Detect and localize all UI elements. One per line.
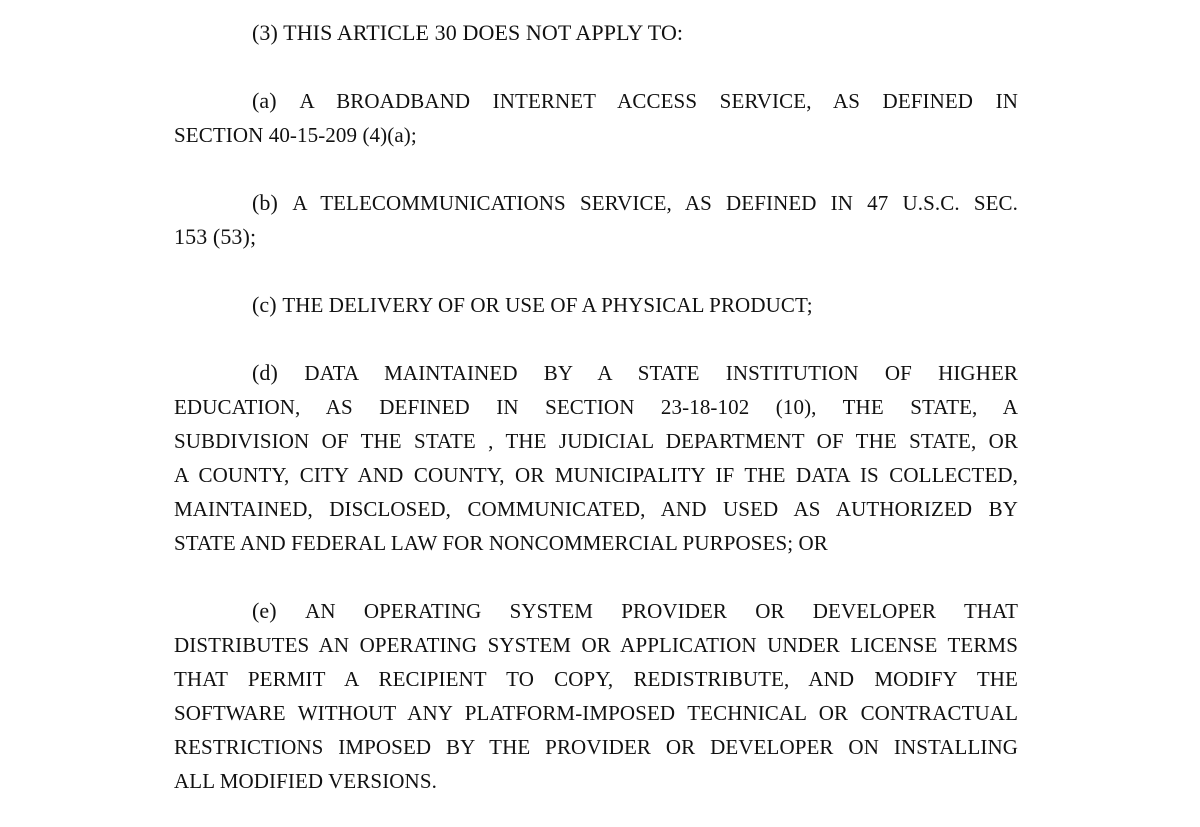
item-d-text-1: DATA MAINTAINED BY A STATE INSTITUTION OF HIGHER (304, 361, 1018, 385)
item-c-line-1 (252, 288, 1018, 322)
section-intro (252, 16, 1018, 50)
item-d-text-4: A COUNTY, CITY AND COUNTY, OR MUNICIPALITY IF THE DATA IS COLLECTED, (174, 463, 1018, 487)
item-e-text-5: RESTRICTIONS IMPOSED BY THE PROVIDER OR DEVELOPER ON INSTALLING (174, 735, 1018, 759)
item-d-line-6 (174, 526, 1018, 560)
item-e-line-2 (174, 628, 1018, 662)
item-d-text-6: STATE AND FEDERAL LAW FOR NONCOMMERCIAL PURPOSES; OR (174, 531, 828, 555)
item-a-line-2 (174, 118, 1018, 152)
item-a-text-1: A BROADBAND INTERNET ACCESS SERVICE, AS DEFINED IN (299, 89, 1018, 113)
item-a-line-1 (252, 84, 1018, 118)
item-e-text-2: DISTRIBUTES AN OPERATING SYSTEM OR APPLICATION UNDER LICENSE TERMS (174, 633, 1018, 657)
item-d-label: (d) (252, 360, 278, 385)
item-e-line-1 (252, 594, 1018, 628)
item-e-text-3: THAT PERMIT A RECIPIENT TO COPY, REDISTRIBUTE, AND MODIFY THE (174, 667, 1018, 691)
item-c-label: (c) (252, 292, 277, 317)
item-d-text-2: EDUCATION, AS DEFINED IN SECTION 23-18-102 (10), THE STATE, A (174, 395, 1018, 419)
item-e-label: (e) (252, 598, 277, 623)
item-e-text-1: AN OPERATING SYSTEM PROVIDER OR DEVELOPER THAT (305, 599, 1019, 623)
item-a-text-2: SECTION 40-15-209 (4)(a); (174, 123, 417, 147)
item-b-label: (b) (252, 190, 278, 215)
item-d-text-3: SUBDIVISION OF THE STATE , THE JUDICIAL DEPARTMENT OF THE STATE, OR (174, 429, 1018, 453)
item-e-text-4: SOFTWARE WITHOUT ANY PLATFORM-IMPOSED TECHNICAL OR CONTRACTUAL (174, 701, 1018, 725)
item-b-line-2 (174, 220, 1018, 254)
item-e-line-5 (174, 730, 1018, 764)
item-b-text-1: A TELECOMMUNICATIONS SERVICE, AS DEFINED IN 47 U.S.C. SEC. (292, 191, 1018, 215)
item-d-line-4 (174, 458, 1018, 492)
item-a-label: (a) (252, 88, 277, 113)
item-d-text-5: MAINTAINED, DISCLOSED, COMMUNICATED, AND USED AS AUTHORIZED BY (174, 497, 1018, 521)
item-e-line-6 (174, 764, 1018, 798)
item-e-line-4 (174, 696, 1018, 730)
section-intro-text: (3) THIS ARTICLE 30 DOES NOT APPLY TO: (252, 20, 684, 45)
item-e-line-3 (174, 662, 1018, 696)
item-b-text-2: 153 (53); (174, 224, 257, 249)
item-c-text-1: THE DELIVERY OF OR USE OF A PHYSICAL PRODUCT; (282, 293, 813, 317)
item-e-text-6: ALL MODIFIED VERSIONS. (174, 769, 437, 793)
item-d-line-2 (174, 390, 1018, 424)
item-b-line-1 (252, 186, 1018, 220)
item-d-line-5 (174, 492, 1018, 526)
item-d-line-1 (252, 356, 1018, 390)
item-d-line-3 (174, 424, 1018, 458)
